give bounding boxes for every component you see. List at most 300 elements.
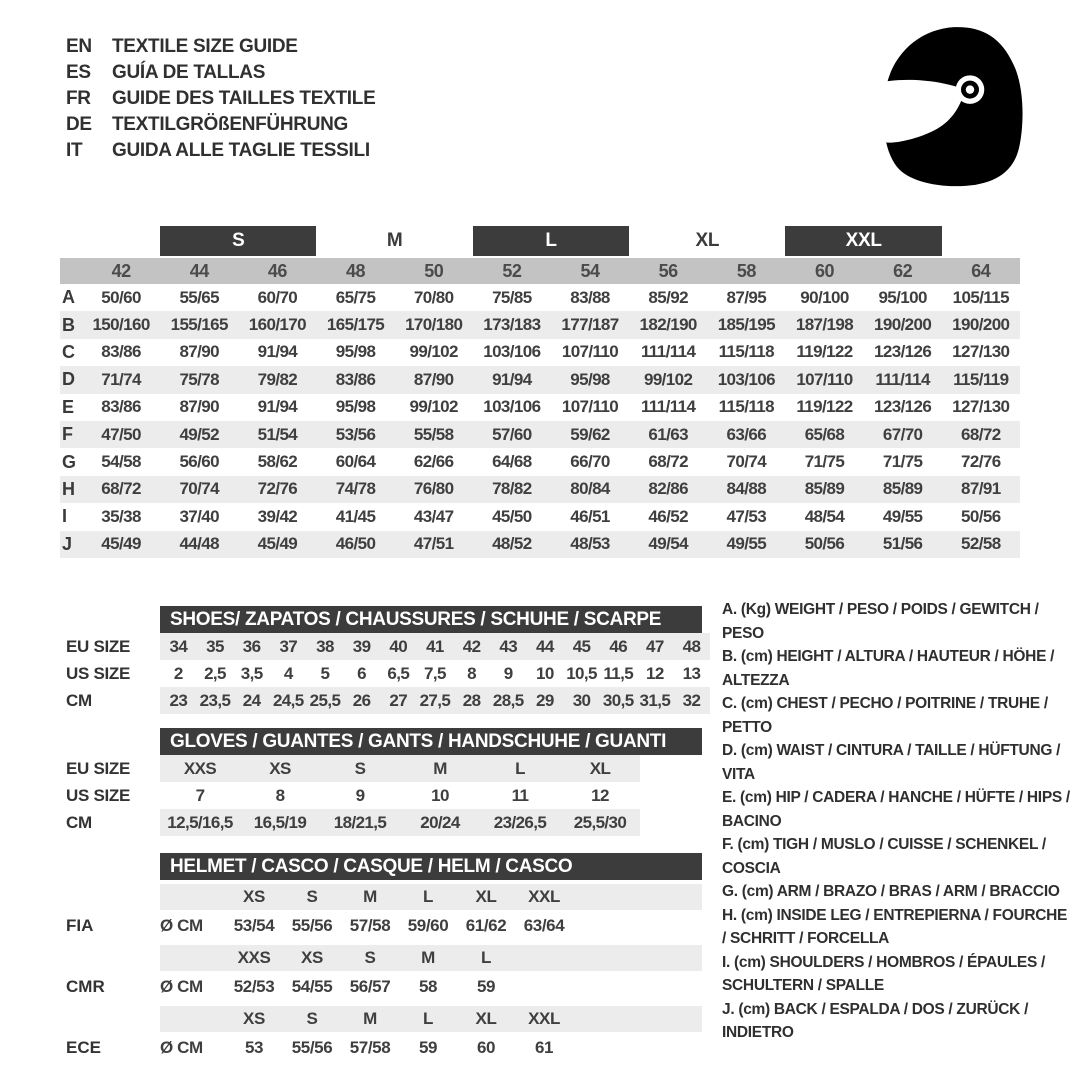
size-cell: 50/56 — [961, 506, 1001, 526]
size-cell: 50/60 — [101, 287, 141, 307]
row-label: F — [62, 424, 73, 445]
helmet-size-label: M — [363, 887, 377, 906]
helmet-size-label: XXL — [528, 887, 560, 906]
legend-item: C. (cm) CHEST / PECHO / POITRINE / TRUHE / PETTO — [722, 695, 1048, 736]
row-label: B — [62, 314, 75, 335]
size-cell: 46/52 — [648, 506, 688, 526]
legend-item: H. (cm) INSIDE LEG / ENTREPIERNA / FOURCHE / SCHRITT / FORCELLA — [722, 906, 1068, 947]
sub-row-us-size — [60, 782, 720, 809]
sub-cell: 9 — [355, 785, 365, 805]
size-group-spacer — [60, 226, 160, 256]
size-cell: 115/119 — [953, 369, 1009, 389]
size-cell: 65/68 — [804, 424, 845, 444]
language-title: TEXTILE SIZE GUIDE — [112, 36, 298, 57]
sub-row-eu-size — [60, 633, 720, 660]
language-code: FR — [66, 88, 91, 109]
sub-cell: 45 — [572, 636, 591, 656]
band-size: 56 — [658, 260, 678, 281]
size-cell: 83/86 — [101, 342, 141, 362]
shoes-title-bar: SHOES/ ZAPATOS / CHAUSSURES / SCHUHE / SCARPE — [160, 606, 702, 633]
size-row-c — [60, 339, 1020, 366]
size-row-j — [60, 531, 1020, 558]
row-label: E — [62, 396, 75, 417]
size-cell: 59/62 — [570, 424, 610, 444]
helmet-value-cell: 59/60 — [407, 915, 449, 935]
helmet-value-cell: 61/62 — [465, 915, 507, 935]
row-label: G — [62, 451, 77, 472]
sub-cell: 7 — [195, 785, 205, 805]
sub-cell: 29 — [536, 690, 554, 710]
size-cell: 62/66 — [413, 452, 454, 472]
shoes-table — [60, 606, 720, 714]
language-title: GUIDE DES TAILLES TEXTILE — [112, 88, 376, 109]
sub-cell: 6,5 — [387, 663, 410, 683]
size-group-m: M — [386, 230, 403, 251]
helmet-size-label: XS — [243, 1009, 265, 1028]
helmet-size-label: XXL — [528, 1009, 560, 1028]
size-cell: 165/175 — [326, 315, 385, 335]
size-cell: 103/106 — [483, 342, 541, 362]
size-cell: 123/126 — [874, 342, 932, 362]
helmet-standard-label: ECE — [66, 1037, 101, 1057]
size-cell: 47/50 — [101, 424, 141, 444]
sub-row-cells — [160, 660, 710, 687]
helmet-sizes-fia — [160, 884, 702, 910]
helmet-standard-label: CMR — [66, 976, 105, 996]
size-cell: 64/68 — [492, 452, 532, 472]
helmet-value-cell: 59 — [418, 1037, 438, 1057]
size-cell: 83/86 — [335, 369, 376, 389]
size-cell: 39/42 — [257, 506, 298, 526]
language-item — [66, 86, 375, 112]
racing-helmet-graphic — [876, 24, 1028, 188]
sub-cell: 38 — [316, 636, 334, 656]
size-cell: 53/56 — [335, 424, 376, 444]
sub-cell: 2 — [173, 663, 183, 683]
size-cell: 150/160 — [92, 315, 150, 335]
size-cell: 49/54 — [648, 534, 688, 554]
size-cell: 99/102 — [643, 369, 693, 389]
helmet-size-label: L — [423, 887, 433, 906]
helmet-size-label: M — [421, 948, 435, 967]
sub-cell: 13 — [682, 663, 701, 683]
helmet-value-cell: 56/57 — [349, 976, 391, 996]
helmet-values-cmr — [60, 971, 720, 1002]
size-row-i — [60, 503, 1020, 530]
helmet-value-cell: 58 — [418, 976, 438, 996]
racing-helmet-icon — [876, 24, 1028, 188]
sub-cell: 41 — [426, 636, 444, 656]
band-size: 62 — [893, 260, 913, 281]
size-cell: 45/49 — [257, 534, 298, 554]
helmet-size-label: XL — [475, 887, 497, 906]
row-label: I — [62, 506, 68, 527]
size-cell: 60/64 — [335, 452, 376, 472]
gloves-table — [60, 728, 720, 836]
size-cell: 91/94 — [257, 397, 298, 417]
helmet-value-cell: 52/53 — [233, 976, 275, 996]
band-size: 46 — [267, 260, 287, 281]
sub-row-cm — [60, 809, 720, 836]
size-cell: 103/106 — [483, 397, 541, 417]
sub-cell: XL — [589, 758, 611, 778]
band-size: 42 — [111, 260, 131, 281]
language-item — [66, 112, 375, 138]
band-size: 58 — [736, 260, 756, 281]
size-cell: 127/130 — [952, 342, 1010, 362]
helmet-value-cell: 59 — [476, 976, 496, 996]
size-cell: 35/38 — [101, 506, 141, 526]
size-cell: 60/70 — [257, 287, 298, 307]
size-cell: 49/52 — [179, 424, 219, 444]
size-cell: 68/72 — [648, 452, 688, 472]
size-row-g — [60, 448, 1020, 475]
helmet-title-bar: HELMET / CASCO / CASQUE / HELM / CASCO — [160, 853, 702, 880]
size-cell: 115/118 — [718, 397, 775, 417]
legend-item: F. (cm) TIGH / MUSLO / CUISSE / SCHENKEL / COSCIA — [722, 836, 1046, 877]
sub-cell: 30 — [572, 690, 591, 710]
size-cell: 71/74 — [101, 369, 141, 389]
size-cell: 54/58 — [101, 452, 141, 472]
row-label: J — [62, 533, 73, 554]
size-cell: 48/53 — [570, 534, 610, 554]
band-size: 48 — [346, 260, 366, 281]
size-cell: 90/100 — [800, 287, 849, 307]
sub-row-cells — [160, 782, 640, 809]
language-code: ES — [66, 62, 91, 83]
sub-cell: 32 — [682, 690, 701, 710]
helmet-value-cell: 63/64 — [523, 915, 565, 935]
size-cell: 70/74 — [179, 479, 219, 499]
size-cell: 170/180 — [405, 315, 463, 335]
helmet-values-fia — [60, 910, 720, 941]
size-cell: 48/54 — [804, 506, 845, 526]
helmet-rows — [60, 884, 720, 1063]
sub-cell: 28,5 — [492, 690, 524, 710]
helmet-size-label: S — [306, 887, 318, 906]
legend-item: I. (cm) SHOULDERS / HOMBROS / ÉPAULES / SCHULTERN / SPALLE — [722, 953, 1046, 994]
sub-cell: 46 — [609, 636, 628, 656]
band-spacer — [60, 258, 82, 284]
language-title: GUÍA DE TALLAS — [112, 62, 266, 83]
sub-cell: 4 — [283, 663, 293, 683]
size-cell: 119/122 — [796, 342, 853, 362]
size-cell: 190/200 — [874, 315, 932, 335]
size-cell: 46/50 — [335, 534, 376, 554]
band-size: 52 — [502, 260, 522, 281]
sub-row-label: EU SIZE — [66, 636, 131, 656]
helmet-value-cell: 54/55 — [291, 976, 333, 996]
size-cell: 95/98 — [335, 342, 376, 362]
sub-cell: 27,5 — [419, 690, 451, 710]
size-cell: 41/45 — [335, 506, 376, 526]
size-cell: 44/48 — [179, 534, 219, 554]
size-cell: 48/52 — [492, 534, 532, 554]
sub-cell: 37 — [279, 636, 298, 656]
size-cell: 70/80 — [413, 287, 454, 307]
language-title: TEXTILGRÖßENFÜHRUNG — [112, 114, 349, 135]
band-size: 54 — [580, 260, 600, 281]
size-cell: 58/62 — [257, 452, 298, 472]
size-cell: 190/200 — [952, 315, 1010, 335]
sub-cell: XS — [269, 758, 291, 778]
size-row-h — [60, 476, 1020, 503]
size-cell: 67/70 — [882, 424, 923, 444]
size-cell: 45/50 — [492, 506, 532, 526]
legend-item: E. (cm) HIP / CADERA / HANCHE / HÜFTE / HIPS / BACINO — [722, 789, 1070, 830]
legend-item: B. (cm) HEIGHT / ALTURA / HAUTEUR / HÖHE / ALTEZZA — [722, 648, 1055, 689]
helmet-value-cell: 53/54 — [233, 915, 275, 935]
size-cell: 177/187 — [561, 315, 619, 335]
sub-cell: 43 — [499, 636, 518, 656]
sub-cell: 28 — [462, 690, 481, 710]
helmet-value-cell: 57/58 — [349, 915, 391, 935]
sub-cell: 26 — [352, 690, 371, 710]
sub-cell: 9 — [503, 663, 513, 683]
sub-cell: 12 — [646, 663, 664, 683]
size-cell: 187/198 — [795, 315, 854, 335]
size-group-s: S — [160, 226, 316, 256]
helmet-value-cell: 60 — [476, 1037, 496, 1057]
sub-cell: 12,5/16,5 — [167, 812, 233, 832]
sub-row-label: EU SIZE — [66, 758, 131, 778]
size-cell: 50/56 — [804, 534, 845, 554]
size-cell: 78/82 — [492, 479, 532, 499]
language-item — [66, 60, 375, 86]
sub-cell: 10 — [536, 663, 554, 683]
size-cell: 49/55 — [726, 534, 767, 554]
size-cell: 115/118 — [718, 342, 775, 362]
sub-row-cells — [160, 809, 640, 836]
size-cell: 47/51 — [413, 534, 454, 554]
size-cell: 75/78 — [179, 369, 219, 389]
size-cell: 52/58 — [961, 534, 1001, 554]
size-cell: 74/78 — [335, 479, 376, 499]
sub-cell: 36 — [242, 636, 261, 656]
legend-item: G. (cm) ARM / BRAZO / BRAS / ARM / BRACCIO — [722, 883, 1060, 900]
size-cell: 51/54 — [257, 424, 298, 444]
size-cell: 46/51 — [570, 506, 610, 526]
sub-cell: S — [354, 758, 366, 778]
size-cell: 56/60 — [179, 452, 219, 472]
size-cell: 123/126 — [874, 397, 932, 417]
sub-row-label: CM — [66, 812, 92, 832]
helmet-unit-label: Ø CM — [160, 915, 203, 935]
sub-cell: 47 — [646, 636, 664, 656]
size-row-a — [60, 284, 1020, 311]
size-cell: 182/190 — [639, 315, 697, 335]
helmet-value-cell: 57/58 — [349, 1037, 391, 1057]
helmet-size-label: XXS — [237, 948, 271, 967]
sub-row-cells — [160, 755, 640, 782]
size-cell: 47/53 — [726, 506, 767, 526]
helmet-size-label: XL — [475, 1009, 497, 1028]
row-label: H — [62, 478, 75, 499]
band-size: 50 — [424, 260, 444, 281]
size-cell: 87/91 — [961, 479, 1001, 499]
helmet-size-label: M — [363, 1009, 377, 1028]
size-cell: 95/98 — [570, 369, 610, 389]
sub-cell: 23/26,5 — [493, 812, 547, 832]
sub-cell: M — [433, 758, 447, 778]
size-cell: 65/75 — [335, 287, 376, 307]
sub-cell: 2,5 — [204, 663, 226, 683]
sub-cell: 10 — [431, 785, 449, 805]
band-size: 60 — [814, 260, 834, 281]
legend-item: J. (cm) BACK / ESPALDA / DOS / ZURÜCK / INDIETRO — [722, 1000, 1029, 1041]
row-label: A — [62, 287, 75, 308]
sub-cell: 48 — [682, 636, 701, 656]
size-cell: 111/114 — [640, 397, 696, 417]
sub-cell: 40 — [389, 636, 408, 656]
size-cell: 85/89 — [882, 479, 923, 499]
gloves-title-bar: GLOVES / GUANTES / GANTS / HANDSCHUHE / GUANTI — [160, 728, 702, 755]
gloves-rows — [60, 755, 720, 836]
language-list — [66, 34, 375, 164]
size-cell: 63/66 — [726, 424, 767, 444]
sub-row-eu-size — [60, 755, 720, 782]
size-cell: 87/95 — [726, 287, 767, 307]
sub-cell: 23 — [169, 690, 188, 710]
size-cell: 160/170 — [248, 315, 307, 335]
sub-cell: 31,5 — [639, 690, 671, 710]
size-cell: 51/56 — [882, 534, 923, 554]
band-size: 64 — [971, 260, 991, 281]
legend-item: A. (Kg) WEIGHT / PESO / POIDS / GEWITCH / PESO — [722, 601, 1039, 642]
size-cell: 105/115 — [952, 287, 1009, 307]
sub-cell: 12 — [591, 785, 609, 805]
size-cell: 80/84 — [570, 479, 610, 499]
size-group-spacer — [942, 226, 1020, 256]
size-cell: 185/195 — [717, 315, 775, 335]
sub-cell: 3,5 — [240, 663, 263, 683]
helmet-sizes-cmr — [160, 945, 702, 971]
size-cell: 70/74 — [726, 452, 767, 472]
sub-cell: 11 — [511, 785, 529, 805]
helmet-value-cell: 61 — [534, 1037, 554, 1057]
helmet-table — [60, 853, 720, 1063]
helmet-unit-label: Ø CM — [160, 1037, 203, 1057]
sub-cell: 5 — [320, 663, 330, 683]
helmet-value-cell: 55/56 — [291, 1037, 333, 1057]
sub-cell: 24 — [242, 690, 261, 710]
size-cell: 95/98 — [335, 397, 376, 417]
size-cell: 103/106 — [717, 369, 775, 389]
size-cell: 49/55 — [882, 506, 923, 526]
size-group-header-row — [60, 226, 1020, 256]
size-cell: 68/72 — [961, 424, 1001, 444]
size-cell: 155/165 — [170, 315, 228, 335]
size-row-b — [60, 311, 1020, 338]
size-cell: 83/86 — [101, 397, 141, 417]
size-cell: 85/92 — [648, 287, 688, 307]
helmet-value-cell: 55/56 — [291, 915, 333, 935]
size-group-xl: XL — [695, 230, 720, 251]
language-item — [66, 34, 375, 60]
size-cell: 119/122 — [796, 397, 853, 417]
helmet-size-label: L — [423, 1009, 433, 1028]
size-cell: 71/75 — [882, 452, 923, 472]
size-cell: 87/90 — [179, 342, 219, 362]
size-cell: 107/110 — [561, 342, 619, 362]
size-cell: 45/49 — [101, 534, 141, 554]
sub-row-cells — [160, 633, 710, 660]
size-cell: 37/40 — [179, 506, 219, 526]
size-cell: 91/94 — [492, 369, 532, 389]
sub-cell: 8 — [275, 785, 285, 805]
sub-cell: 8 — [467, 663, 476, 683]
size-row-f — [60, 421, 1020, 448]
size-row-e — [60, 394, 1020, 421]
helmet-values-ece — [60, 1032, 720, 1063]
sub-cell: 6 — [357, 663, 367, 683]
size-cell: 61/63 — [648, 424, 688, 444]
shoes-rows — [60, 633, 720, 714]
size-cell: 82/86 — [648, 479, 688, 499]
textile-size-table — [60, 226, 1020, 558]
size-cell: 87/90 — [413, 369, 454, 389]
helmet-size-label: XS — [301, 948, 323, 967]
sub-cell: XXS — [183, 758, 217, 778]
sub-cell: 34 — [169, 636, 188, 656]
size-cell: 87/90 — [179, 397, 219, 417]
size-cell: 107/110 — [796, 369, 853, 389]
size-cell: 71/75 — [804, 452, 845, 472]
sub-cell: 10,5 — [566, 663, 597, 683]
size-cell: 173/183 — [483, 315, 541, 335]
sub-cell: L — [515, 758, 525, 778]
size-cell: 57/60 — [492, 424, 532, 444]
sub-row-cells — [160, 687, 710, 714]
size-cell: 107/110 — [561, 397, 619, 417]
size-cell: 127/130 — [952, 397, 1010, 417]
sub-cell: 20/24 — [420, 812, 460, 832]
size-cell: 72/76 — [257, 479, 298, 499]
size-cell: 99/102 — [409, 397, 458, 417]
size-cell: 83/88 — [570, 287, 610, 307]
sub-row-us-size — [60, 660, 720, 687]
size-row-d — [60, 366, 1020, 393]
language-code: DE — [66, 114, 92, 135]
size-cell: 85/89 — [804, 479, 845, 499]
helmet-unit-label: Ø CM — [160, 976, 203, 996]
sub-row-label: US SIZE — [66, 785, 131, 805]
size-cell: 72/76 — [961, 452, 1001, 472]
helmet-size-label: L — [481, 948, 491, 967]
sub-cell: 39 — [352, 636, 371, 656]
helmet-value-cell: 53 — [244, 1037, 264, 1057]
measurement-legend — [722, 598, 1074, 1045]
row-label: D — [62, 369, 75, 390]
language-code: EN — [66, 36, 92, 57]
size-cell: 111/114 — [875, 369, 930, 389]
sub-cell: 35 — [206, 636, 224, 656]
size-cell: 55/58 — [413, 424, 454, 444]
size-cell: 76/80 — [413, 479, 454, 499]
size-cell: 43/47 — [413, 506, 454, 526]
helmet-sizes-ece — [160, 1006, 702, 1032]
size-rows — [60, 284, 1020, 558]
size-cell: 66/70 — [570, 452, 610, 472]
sub-cell: 23,5 — [199, 690, 231, 710]
band-size: 44 — [189, 260, 209, 281]
sub-cell: 30,5 — [602, 690, 634, 710]
sub-row-label: US SIZE — [66, 663, 131, 683]
size-cell: 75/85 — [492, 287, 532, 307]
sub-row-cm — [60, 687, 720, 714]
sub-cell: 24,5 — [272, 690, 304, 710]
size-band-row — [60, 258, 1020, 284]
